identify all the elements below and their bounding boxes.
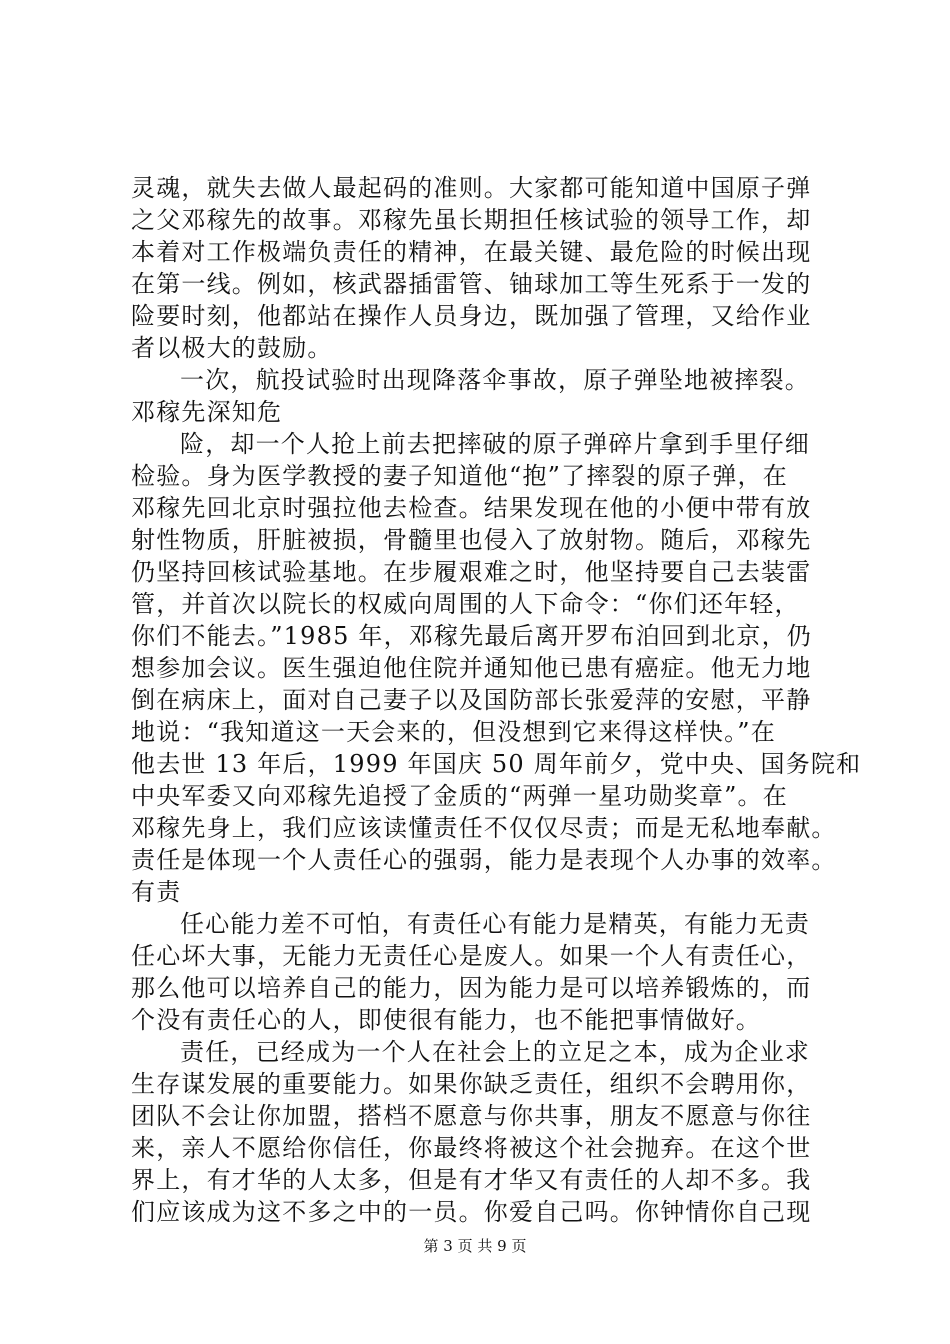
text-line: 本着对工作极端负责任的精神，在最关键、最危险的时候出现 [131,238,812,266]
page-number-footer: 第 3 页 共 9 页 [423,1237,527,1255]
text-line: 任心能力差不可怕，有责任心有能力是精英，有能力无责 [180,910,810,938]
text-line: 之父邓稼先的故事。邓稼先虽长期担任核试验的领导工作，却 [131,206,812,234]
text-line: 想参加会议。医生强迫他住院并通知他已患有癌症。他无力地 [131,654,812,682]
text-line: 你们不能去。”1985 年，邓稼先最后离开罗布泊回到北京，仍 [131,622,812,650]
text-line: 者以极大的鼓励。 [131,334,333,362]
text-line: 邓稼先身上，我们应该读懂责任不仅仅尽责；而是无私地奉献。 [131,814,837,842]
text-line: 那么他可以培养自己的能力，因为能力是可以培养锻炼的，而 [131,974,812,1002]
text-line: 任心坏大事，无能力无责任心是废人。如果一个人有责任心， [131,942,812,970]
text-line: 险要时刻，他都站在操作人员身边，既加强了管理，又给作业 [131,302,812,330]
text-line: 在第一线。例如，核武器插雷管、铀球加工等生死系于一发的 [131,270,812,298]
body-text [131,172,862,1228]
text-line: 管，并首次以院长的权威向周围的人下命令：“你们还年轻， [131,590,800,618]
text-line: 责任是体现一个人责任心的强弱，能力是表现个人办事的效率。 [131,846,837,874]
text-line: 生存谋发展的重要能力。如果你缺乏责任，组织不会聘用你， [131,1070,812,1098]
text-line: 中央军委又向邓稼先追授了金质的“两弹一星功勋奖章”。在 [131,782,788,810]
text-line: 灵魂，就失去做人最起码的准则。大家都可能知道中国原子弹 [131,174,812,202]
text-line: 一次，航投试验时出现降落伞事故，原子弹坠地被摔裂。 [180,366,810,394]
text-line: 邓稼先深知危 [131,398,283,426]
text-line: 团队不会让你加盟，搭档不愿意与你共事，朋友不愿意与你往 [131,1102,812,1130]
text-line: 邓稼先回北京时强拉他去检查。结果发现在他的小便中带有放 [131,494,812,522]
text-line: 倒在病床上，面对自己妻子以及国防部长张爱萍的安慰，平静 [131,686,812,714]
text-line: 他去世 13 年后，1999 年国庆 50 周年前夕，党中央、国务院和 [131,750,862,778]
text-line: 个没有责任心的人，即使很有能力，也不能把事情做好。 [131,1006,761,1034]
text-line: 来，亲人不愿给你信任，你最终将被这个社会抛弃。在这个世 [131,1134,812,1162]
text-line: 仍坚持回核试验基地。在步履艰难之时，他坚持要自己去装雷 [131,558,812,586]
text-line: 有责 [131,878,182,906]
text-line: 检验。身为医学教授的妻子知道他“抱”了摔裂的原子弹，在 [131,462,788,490]
text-line: 险，却一个人抢上前去把摔破的原子弹碎片拿到手里仔细 [180,430,810,458]
text-line: 们应该成为这不多之中的一员。你爱自己吗。你钟情你自己现 [131,1198,812,1226]
text-line: 地说：“我知道这一天会来的，但没想到它来得这样快。”在 [131,718,776,746]
text-line: 界上，有才华的人太多，但是有才华又有责任的人却不多。我 [131,1166,812,1194]
text-line: 责任，已经成为一个人在社会上的立足之本，成为企业求 [180,1038,810,1066]
text-line: 射性物质，肝脏被损，骨髓里也侵入了放射物。随后，邓稼先 [131,526,812,554]
